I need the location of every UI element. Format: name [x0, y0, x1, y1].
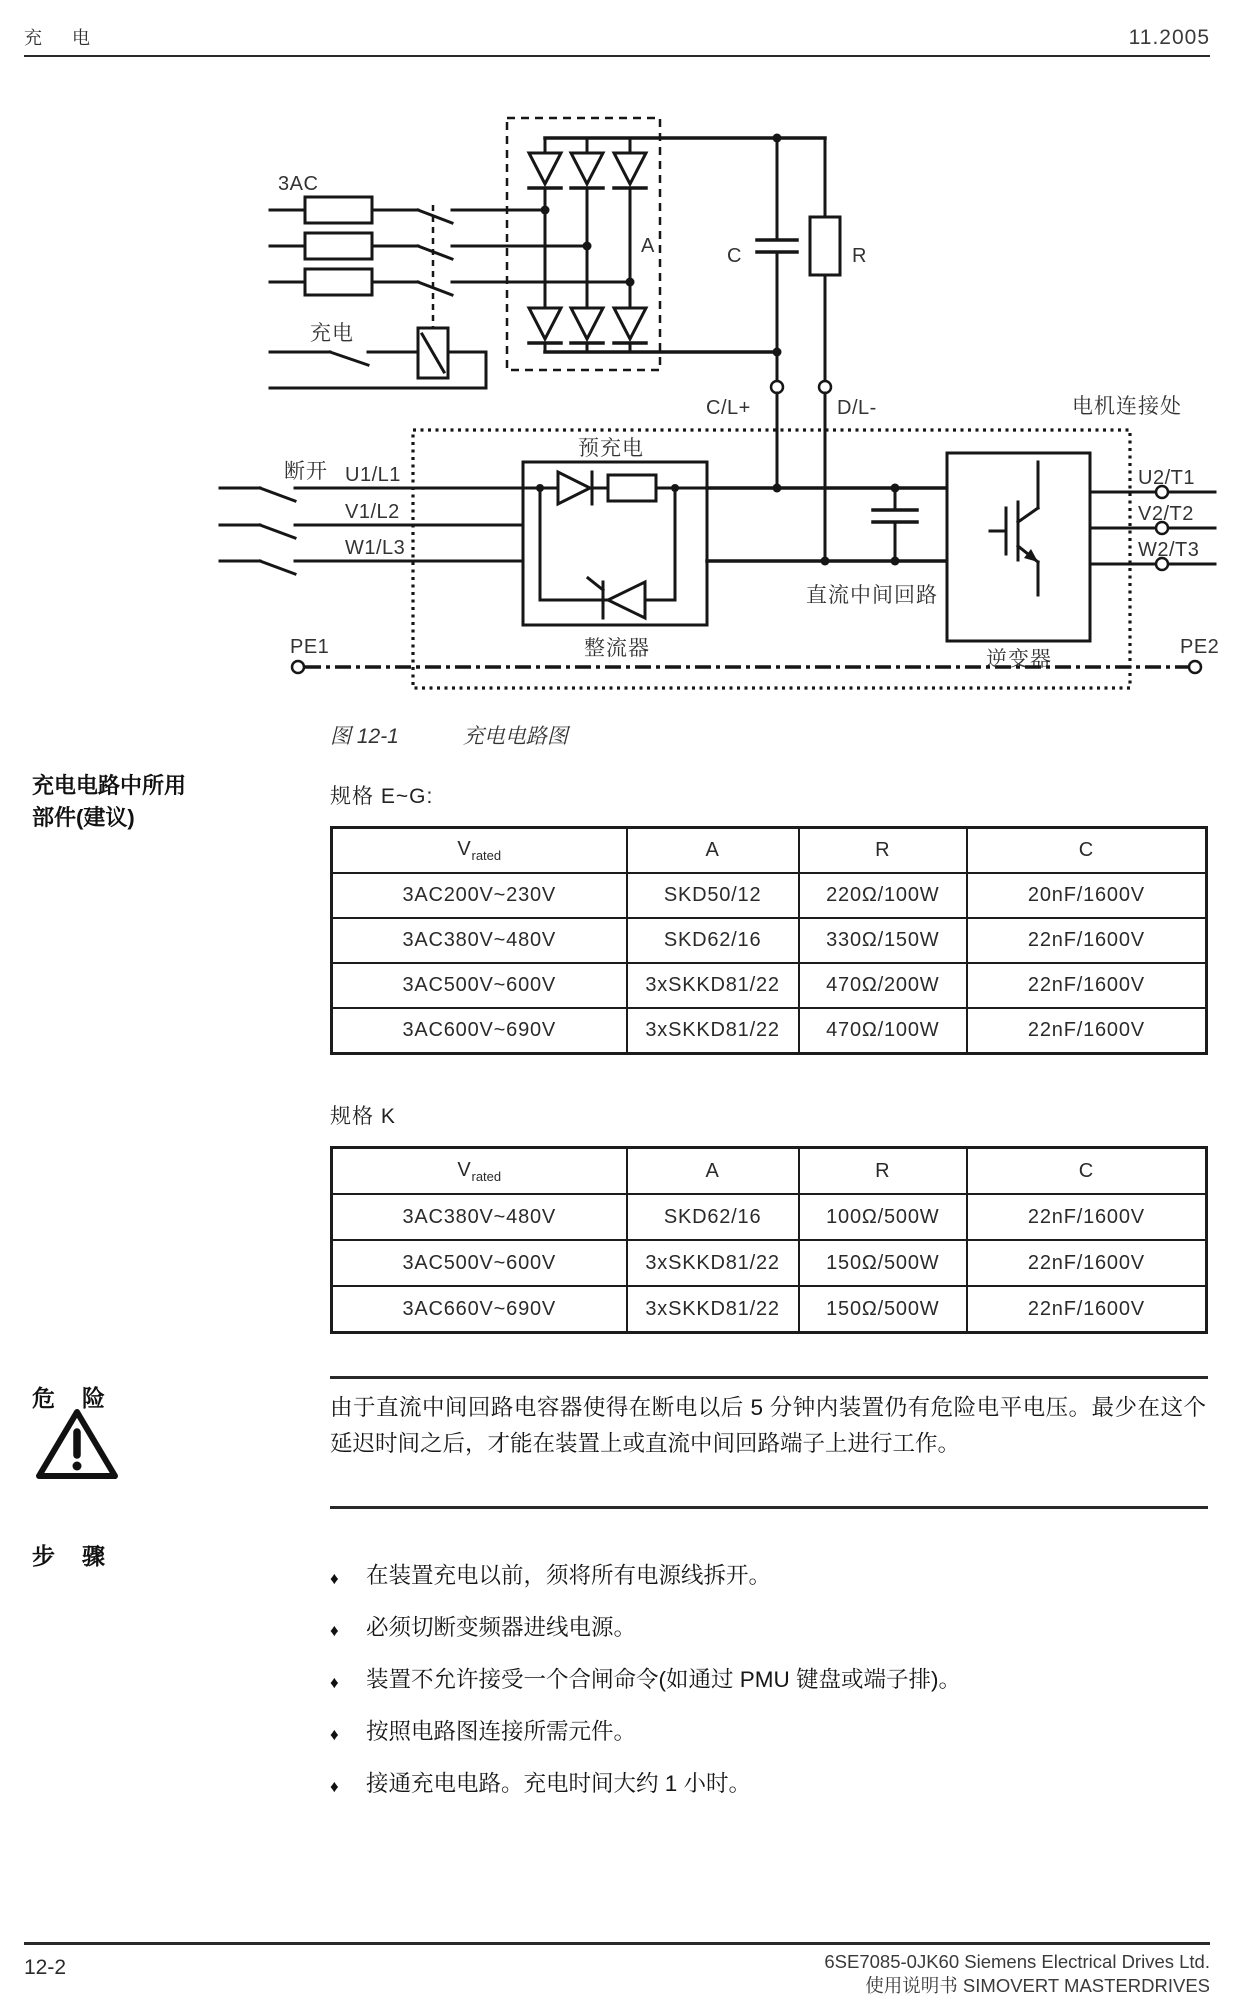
output-terminal-v: V2/T2	[1138, 503, 1194, 525]
cell: 3AC500V~600V	[332, 1240, 627, 1286]
cell: 3AC380V~480V	[332, 918, 627, 963]
mains-input	[220, 460, 523, 574]
components-note-line2: 部件(建议)	[32, 805, 135, 830]
warning-triangle-icon	[34, 1406, 120, 1484]
table-row	[332, 873, 1207, 918]
precharge-block	[523, 437, 707, 660]
table-row	[332, 963, 1207, 1008]
col-header-vrated: $V_{rated}$	[332, 828, 627, 874]
cell: 22nF/1600V	[967, 1240, 1207, 1286]
cell: 3AC380V~480V	[332, 1194, 627, 1240]
pe2-label: PE2	[1180, 636, 1220, 658]
diamond-bullet-icon: ♦	[330, 1777, 339, 1796]
footer-rule	[24, 1942, 1210, 1945]
dc-link	[707, 484, 947, 608]
step-text: 接通充电电路。充电时间大约 1 小时。	[366, 1771, 752, 1796]
table-header-row	[332, 828, 1207, 874]
cell: 150Ω/500W	[799, 1286, 967, 1333]
rectifier-label: 整流器	[584, 637, 650, 660]
dc-minus-label: D/L-	[837, 397, 877, 419]
cell: 22nF/1600V	[967, 963, 1207, 1008]
list-item	[330, 1562, 1210, 1593]
list-item	[330, 1666, 1210, 1697]
danger-rule-top	[330, 1376, 1208, 1379]
table-row	[332, 1286, 1207, 1333]
step-text: 装置不允许接受一个合闸命令(如通过 PMU 键盘或端子排)。	[366, 1667, 961, 1692]
cell: 22nF/1600V	[967, 1008, 1207, 1054]
step-text: 在装置充电以前，须将所有电源线拆开。	[366, 1563, 772, 1588]
table-row	[332, 918, 1207, 963]
cell: 3AC200V~230V	[332, 873, 627, 918]
disconnect-label: 断开	[284, 460, 328, 483]
diamond-bullet-icon: ♦	[330, 1673, 339, 1692]
table-row	[332, 1008, 1207, 1054]
cell: 3xSKKD81/22	[627, 1008, 799, 1054]
cell: SKD62/16	[627, 918, 799, 963]
inverter-label: 逆变器	[986, 648, 1052, 671]
smoothing-capacitor	[727, 134, 797, 357]
col-header-c: C	[967, 828, 1207, 874]
page-header-section-title: 充 电	[24, 28, 96, 48]
diamond-bullet-icon: ♦	[330, 1621, 339, 1640]
spec-table-k	[330, 1146, 1208, 1334]
damping-resistor	[810, 138, 867, 381]
col-header-a: A	[627, 1148, 799, 1195]
capacitor-label: C	[727, 245, 742, 267]
pe1-label: PE1	[290, 636, 330, 658]
output-terminal-u: U2/T1	[1138, 467, 1195, 489]
steps-label: 步 骤	[32, 1543, 107, 1569]
dc-link-label: 直流中间回路	[806, 584, 938, 607]
table-header-row	[332, 1148, 1207, 1195]
dc-plus-label: C/L+	[706, 397, 751, 419]
motor-outputs	[1090, 467, 1215, 570]
cell: 3xSKKD81/22	[627, 963, 799, 1008]
charging-contactor	[270, 322, 486, 388]
list-item	[330, 1718, 1210, 1749]
figure-number: 图 12-1	[330, 725, 399, 748]
cell: 3xSKKD81/22	[627, 1286, 799, 1333]
step-text: 必须切断变频器进线电源。	[366, 1615, 637, 1640]
cell: 20nF/1600V	[967, 873, 1207, 918]
cell: 22nF/1600V	[967, 1286, 1207, 1333]
footer-publisher	[824, 1950, 1210, 1998]
cell: 100Ω/500W	[799, 1194, 967, 1240]
danger-rule-bottom	[330, 1506, 1208, 1509]
cell: 470Ω/200W	[799, 963, 967, 1008]
spec-table-eg	[330, 826, 1208, 1055]
cell: 330Ω/150W	[799, 918, 967, 963]
dc-terminals	[706, 352, 877, 561]
cell: 470Ω/100W	[799, 1008, 967, 1054]
danger-text: 由于直流中间回路电容器使得在断电以后 5 分钟内装置仍有危险电平电压。最少在这个延迟时间之后，才能在装置上或直流中间回路端子上进行工作。	[330, 1395, 1206, 1456]
cell: 22nF/1600V	[967, 1194, 1207, 1240]
precharge-label: 预充电	[578, 437, 644, 460]
page-header-date: 11.2005	[1128, 26, 1210, 49]
list-item	[330, 1614, 1210, 1645]
components-note	[32, 770, 186, 834]
table2-heading: 规格 K	[330, 1105, 396, 1128]
figure-caption	[330, 720, 568, 750]
supply-label: 3AC	[278, 173, 319, 195]
footer-manual-line: 使用说明书 SIMOVERT MASTERDRIVES	[865, 1975, 1210, 1996]
inverter-block	[947, 453, 1090, 671]
cell: 22nF/1600V	[967, 918, 1207, 963]
table1-heading: 规格 E~G:	[330, 785, 434, 808]
cell: 3AC660V~690V	[332, 1286, 627, 1333]
bridge-label: A	[641, 235, 655, 257]
table-row	[332, 1194, 1207, 1240]
col-header-vrated: $V_{rated}$	[332, 1148, 627, 1195]
cell: 3AC600V~690V	[332, 1008, 627, 1054]
cell: 150Ω/500W	[799, 1240, 967, 1286]
output-terminal-w: W2/T3	[1138, 539, 1200, 561]
step-text: 按照电路图连接所需元件。	[366, 1719, 637, 1744]
footer-company-line: 6SE7085-0JK60 Siemens Electrical Drives Ltd.	[824, 1951, 1210, 1972]
diamond-bullet-icon: ♦	[330, 1569, 339, 1588]
cell: SKD62/16	[627, 1194, 799, 1240]
resistor-label: R	[852, 245, 867, 267]
col-header-a: A	[627, 828, 799, 874]
danger-label: 危 险	[32, 1385, 107, 1411]
diamond-bullet-icon: ♦	[330, 1725, 339, 1744]
cell: SKD50/12	[627, 873, 799, 918]
charge-switch-label: 充电	[310, 322, 354, 345]
list-item	[330, 1770, 1210, 1801]
charging-circuit-diagram	[200, 110, 1230, 690]
footer-page-number: 12-2	[24, 1956, 67, 1979]
table-row	[332, 1240, 1207, 1286]
components-note-line1: 充电电路中所用	[32, 773, 187, 798]
input-terminal-v: V1/L2	[345, 501, 400, 523]
header-rule	[24, 55, 1210, 57]
figure-title: 充电电路图	[462, 725, 568, 748]
col-header-r: R	[799, 828, 967, 874]
steps-list	[330, 1562, 1210, 1822]
cell: 220Ω/100W	[799, 873, 967, 918]
col-header-c: C	[967, 1148, 1207, 1195]
col-header-r: R	[799, 1148, 967, 1195]
cell: 3AC500V~600V	[332, 963, 627, 1008]
input-terminal-w: W1/L3	[345, 537, 406, 559]
cell: 3xSKKD81/22	[627, 1240, 799, 1286]
motor-connection-label: 电机连接处	[1072, 395, 1182, 418]
input-terminal-u: U1/L1	[345, 464, 401, 486]
